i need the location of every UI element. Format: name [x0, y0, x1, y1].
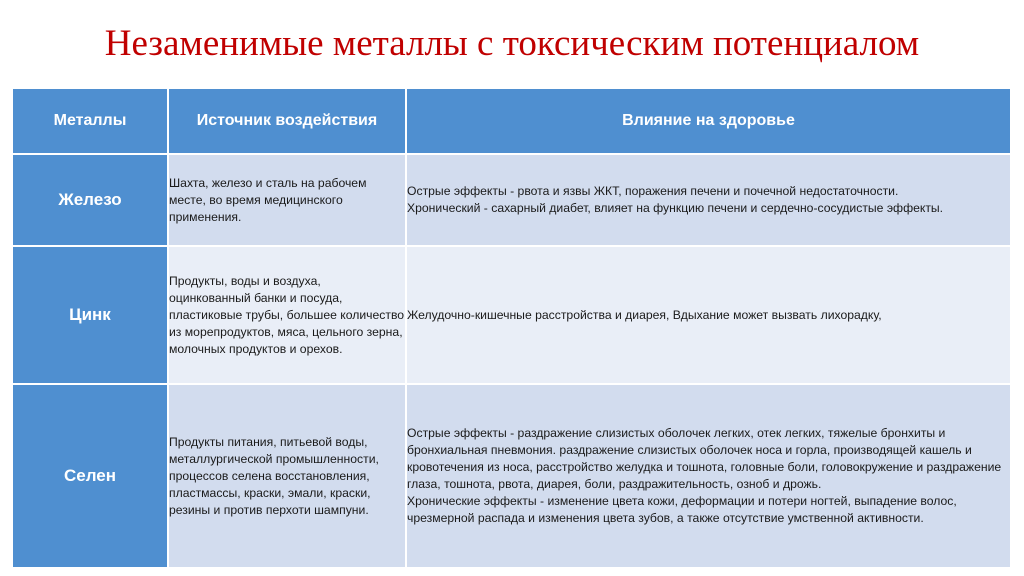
table-header-row	[12, 88, 1011, 154]
table-row	[12, 154, 1011, 246]
effect-line: Острые эффекты - раздражение слизистых оболочек легких, отек легких, тяжелые бронхиты и бронхиальная пневмония. раздражение слизистых оболочек носа и горла, производящей кашель и кровотечения из носа, расстройство желудка и тошнота, головные боли, головокружение и раздражение глаза, тошнота, рвота, диарея, боли, раздражительность, озноб и дрожь.	[407, 426, 1002, 491]
metal-cell: Селен	[12, 384, 168, 568]
effect-cell	[406, 246, 1011, 384]
effect-cell	[406, 154, 1011, 246]
slide-title: Незаменимые металлы с токсическим потенциалом	[104, 23, 920, 64]
metal-cell: Цинк	[12, 246, 168, 384]
table-row	[12, 384, 1011, 568]
table-row	[12, 246, 1011, 384]
source-cell: Продукты, воды и воздуха, оцинкованный банки и посуда, пластиковые трубы, большее количество из морепродуктов, мяса, цельного зерна, молочных продуктов и орехов.	[168, 246, 406, 384]
effect-cell	[406, 384, 1011, 568]
effect-line: Хронический - сахарный диабет, влияет на функцию печени и сердечно-сосудистые эффекты.	[407, 201, 944, 215]
effect-line: Хронические эффекты - изменение цвета кожи, деформации и потери ногтей, выпадение волос, чрезмерной распада и изменения цвета зубов, а также отсутствие умственной активности.	[407, 494, 957, 525]
metals-table	[11, 87, 1012, 569]
header-metals: Металлы	[12, 88, 168, 154]
header-source: Источник воздействия	[168, 88, 406, 154]
source-cell: Шахта, железо и сталь на рабочем месте, во время медицинского применения.	[168, 154, 406, 246]
header-health-effect: Влияние на здоровье	[406, 88, 1011, 154]
metal-cell: Железо	[12, 154, 168, 246]
effect-line: Острые эффекты - рвота и язвы ЖКТ, поражения печени и почечной недостаточности.	[407, 184, 899, 198]
effect-line: Желудочно-кишечные расстройства и диарея, Вдыхание может вызвать лихорадку,	[407, 307, 882, 322]
source-cell: Продукты питания, питьевой воды, металлургической промышленности, процессов селена восстановления, пластмассы, краски, эмали, краски, резины и против перхоти шампуни.	[168, 384, 406, 568]
